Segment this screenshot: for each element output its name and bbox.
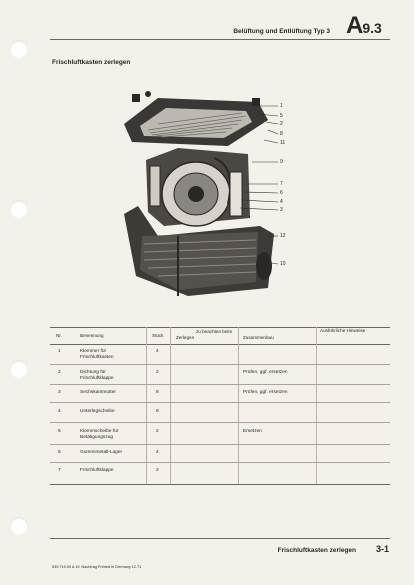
callout-10: 10 — [280, 261, 286, 267]
footer-title: Frischluftkasten zerlegen — [277, 547, 356, 554]
row-divider — [50, 462, 390, 463]
callout-12: 12 — [280, 233, 286, 239]
exploded-view-figure — [118, 86, 318, 301]
row-3-nr: 3 — [58, 390, 61, 395]
row-divider — [50, 402, 390, 403]
row-3-zusammenbau: Prüfen, ggf. ersetzen — [243, 390, 288, 395]
page-number: 3-1 — [376, 544, 390, 554]
row-divider — [50, 384, 390, 385]
row-divider — [50, 422, 390, 423]
callout-11: 11 — [280, 140, 286, 146]
table-bottom-rule — [50, 484, 390, 485]
fresh-air-box-drawing — [118, 86, 318, 301]
row-5-benennung: Klemmscheibe für Betätigungszug — [80, 429, 119, 440]
row-5-zusammenbau: Ersetzen — [243, 429, 262, 434]
row-6-stueck: 4 — [156, 450, 159, 455]
row-7-nr: 7 — [58, 468, 61, 473]
callout-4: 4 — [280, 199, 283, 205]
section-title: Frischluftkasten zerlegen — [52, 59, 131, 66]
punch-hole-top — [10, 40, 28, 58]
grille-plate — [124, 91, 268, 146]
row-4-benennung: Unterlegscheibe — [80, 409, 115, 414]
header-zerlegen: Zerlegen — [176, 335, 195, 340]
header-hinweise: Ausführliche Hinweise — [320, 328, 366, 333]
row-2-nr: 2 — [58, 370, 61, 375]
header-rule — [50, 39, 390, 40]
row-divider — [50, 364, 390, 365]
header-zu-beachten: zu beachten beim — [196, 329, 233, 334]
row-7-benennung: Frischluftklappe — [80, 468, 114, 473]
footer-rule — [50, 538, 390, 539]
row-2-benennung: Dichtung für Frischluftklappe — [80, 370, 114, 381]
header-stueck: Stück — [152, 333, 164, 338]
badge-number: 9.3 — [362, 20, 382, 36]
row-2-zusammenbau: Prüfen, ggf. ersetzen — [243, 370, 288, 375]
callout-8: 8 — [280, 131, 283, 137]
row-3-benennung: Sechskantmutter — [80, 390, 116, 395]
row-1-nr: 1 — [58, 349, 61, 354]
callout-9: 9 — [280, 159, 283, 165]
section-badge — [346, 12, 382, 40]
row-1-benennung: Klemmer für Frischluftkasten — [80, 349, 114, 360]
callout-2: 2 — [280, 121, 283, 127]
row-5-stueck: 2 — [156, 429, 159, 434]
callout-5: 5 — [280, 113, 283, 119]
punch-hole-upper — [10, 200, 28, 218]
row-3-stueck: 8 — [156, 390, 159, 395]
callout-1: 1 — [280, 103, 283, 109]
callout-7: 7 — [280, 181, 283, 187]
callout-6: 6 — [280, 190, 283, 196]
badge-letter: A — [346, 12, 363, 39]
punch-hole-middle — [10, 360, 28, 378]
row-6-benennung: Gummimetall-Lager — [80, 450, 123, 455]
row-1-stueck: 4 — [156, 349, 159, 354]
fan-assembly — [146, 148, 250, 226]
row-divider — [50, 444, 390, 445]
punch-hole-bottom — [10, 517, 28, 535]
header-title: Belüftung und Entlüftung Typ 3 — [233, 28, 330, 35]
header-nr: Nr. — [56, 333, 62, 338]
row-5-nr: 5 — [58, 429, 61, 434]
row-7-stueck: 2 — [156, 468, 159, 473]
row-4-stueck: 8 — [156, 409, 159, 414]
table-header-rule — [50, 344, 390, 345]
row-2-stueck: 2 — [156, 370, 159, 375]
header-benennung: Benennung — [80, 333, 104, 338]
header-zusammenbau: Zusammenbau — [243, 335, 274, 340]
row-6-nr: 6 — [58, 450, 61, 455]
row-4-nr: 4 — [58, 409, 61, 414]
footer-print-info: 539.719.00 A 19. Nachtrag Printed in Germany 12.71 — [52, 565, 142, 569]
callout-3: 3 — [280, 207, 283, 213]
